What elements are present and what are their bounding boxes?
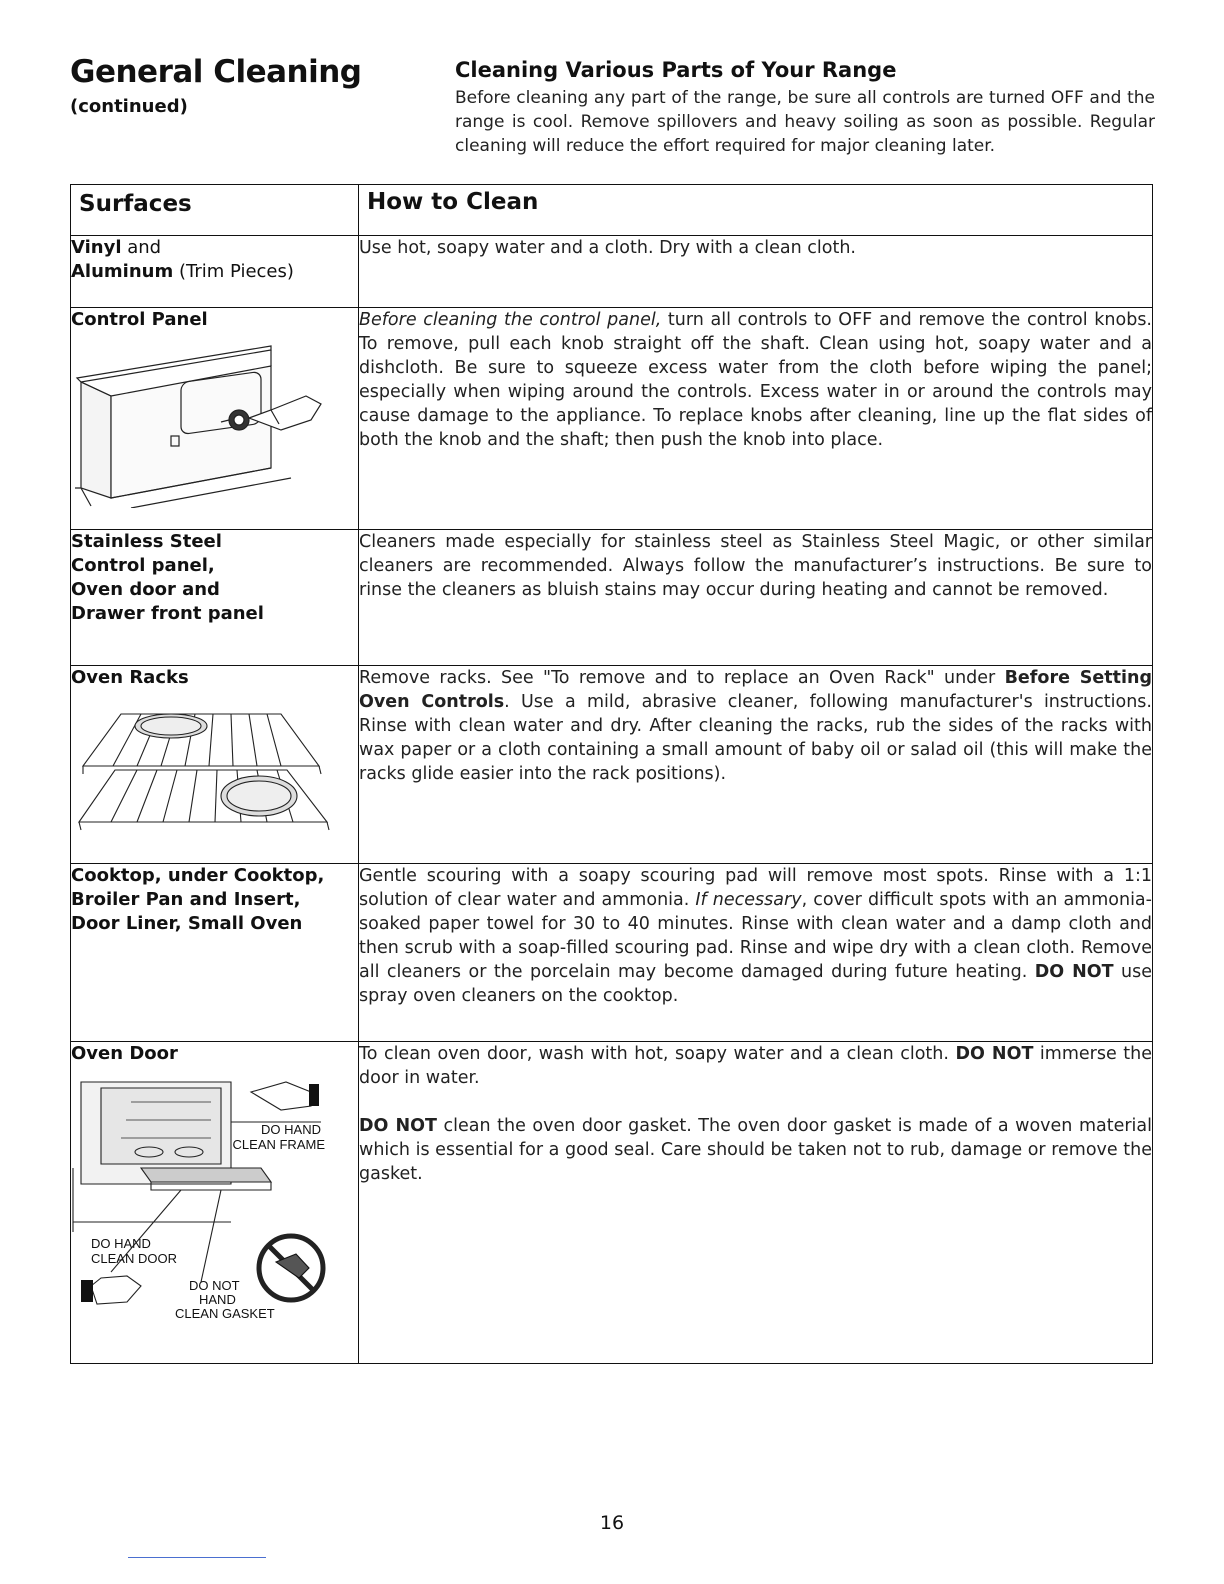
table-row — [71, 666, 1153, 864]
surface-name: Aluminum — [71, 261, 174, 282]
instruction-italic: If necessary — [695, 890, 802, 910]
instruction-text: To clean oven door, wash with hot, soapy water and a clean cloth. — [359, 1044, 956, 1064]
surface-name: Broiler Pan and Insert, — [71, 889, 301, 910]
instruction-text: , cover difficult spots with an ammonia-soaked paper towel for 30 to 40 minutes. Rinse with clean water and a damp cloth and then scrub with a soap-filled scouring pad. Rinse and wipe dry with a clean cloth. Remove all cleaners or the porcelain may become damaged during future heating. — [359, 890, 1152, 982]
surface-name-suffix: and — [121, 237, 162, 258]
surface-name-suffix: (Trim Pieces) — [173, 261, 294, 282]
instruction-text: Use hot, soapy water and a cloth. Dry with a clean cloth. — [359, 238, 856, 258]
cleaning-table — [70, 184, 1153, 1364]
instruction-text: Remove racks. See "To remove and to replace an Oven Rack" under — [359, 668, 1005, 688]
instruction-bold: DO NOT — [955, 1044, 1034, 1064]
surface-name: Oven Door — [71, 1043, 178, 1064]
instruction-italic: Before cleaning the control panel, — [359, 310, 662, 330]
page-title: General Cleaning — [70, 54, 362, 90]
instruction-cell — [359, 1042, 1153, 1364]
surface-cell — [71, 1042, 359, 1364]
instruction-cell — [359, 308, 1153, 530]
table-row — [71, 864, 1153, 1042]
instruction-bold: DO NOT — [359, 1116, 437, 1136]
surface-cell — [71, 236, 359, 308]
instruction-paragraph — [359, 1114, 1152, 1186]
instruction-cell — [359, 666, 1153, 864]
instruction-cell — [359, 236, 1153, 308]
surface-name: Drawer front panel — [71, 603, 264, 624]
do-hand-clean-frame-label: DO HAND — [261, 1122, 321, 1137]
surface-cell — [71, 308, 359, 530]
do-hand-clean-door-label: CLEAN DOOR — [91, 1251, 177, 1266]
page-subtitle: (continued) — [70, 96, 188, 117]
oven-racks-illustration — [71, 696, 343, 834]
instruction-bold: DO NOT — [1034, 962, 1114, 982]
surface-name: Control panel, — [71, 555, 215, 576]
intro-heading: Cleaning Various Parts of Your Range — [455, 58, 897, 82]
surface-name: Oven door and — [71, 579, 220, 600]
instruction-bold: Before Setting Oven Controls — [359, 668, 1152, 712]
instruction-text: Cleaners made especially for stainless steel as Stainless Steel Magic, or other similar cleaners are recommended. Always follow the manufacturer’s instructions. Be sure to rinse the cleaners as bluish stains may occur during heating and cannot be removed. — [359, 532, 1152, 600]
instruction-text: use spray oven cleaners on the cooktop. — [359, 962, 1152, 1006]
instruction-text: immerse the door in water. — [359, 1044, 1152, 1088]
table-row — [71, 308, 1153, 530]
surface-cell — [71, 530, 359, 666]
control-panel-illustration — [71, 338, 343, 508]
table-header-row — [71, 185, 1153, 236]
instruction-paragraph — [359, 1042, 1152, 1090]
surface-name: Oven Racks — [71, 667, 189, 688]
do-hand-clean-frame-label: CLEAN FRAME — [232, 1137, 325, 1152]
intro-section — [455, 58, 1155, 158]
instruction-cell — [359, 864, 1153, 1042]
how-to-clean-header: How to Clean — [359, 185, 1153, 236]
surface-name: Door Liner, Small Oven — [71, 913, 303, 934]
surface-cell — [71, 864, 359, 1042]
instruction-cell — [359, 530, 1153, 666]
page-number: 16 — [599, 1512, 625, 1534]
instruction-text: Gentle scouring with a soapy scouring pad will remove most spots. Rinse with a 1:1 solution of clear water and ammonia. — [359, 866, 1152, 910]
instruction-text: turn all controls to OFF and remove the control knobs. To remove, pull each knob straight off the shaft. Clean using hot, soapy water and a dishcloth. Be sure to squeeze excess water from the cloth before wiping the panel; especially when wiping around the controls. Excess water in or around the controls may cause damage to the appliance. To replace knobs after cleaning, line up the flat sides of both the knob and the shaft; then push the knob into place. — [359, 310, 1152, 450]
table-row — [71, 1042, 1153, 1364]
do-hand-clean-door-label: DO HAND — [91, 1236, 151, 1251]
footer-rule — [128, 1557, 266, 1558]
intro-text: Before cleaning any part of the range, be sure all controls are turned OFF and the range is cool. Remove spillovers and heavy soiling as soon as possible. Regular cleaning will reduce the effort required for major cleaning later. — [455, 88, 1155, 156]
surface-cell — [71, 666, 359, 864]
surface-name: Stainless Steel — [71, 531, 222, 552]
instruction-text: clean the oven door gasket. The oven door gasket is made of a woven material which is essential for a good seal. Care should be taken not to rub, damage or remove the gasket. — [359, 1116, 1152, 1184]
do-not-hand-clean-gasket-label: HAND — [199, 1292, 236, 1307]
surfaces-header: Surfaces — [71, 185, 359, 236]
do-not-hand-clean-gasket-label: DO NOT — [189, 1278, 240, 1293]
table-row — [71, 530, 1153, 666]
surface-name: Vinyl — [71, 237, 122, 258]
do-not-hand-clean-gasket-label: CLEAN GASKET — [175, 1306, 275, 1321]
oven-door-illustration — [71, 1072, 343, 1326]
surface-name: Control Panel — [71, 309, 208, 330]
instruction-text: . Use a mild, abrasive cleaner, following manufacturer's instructions. Rinse with clean water and dry. After cleaning the racks, rub the sides of the racks with wax paper or a cloth containing a small amount of baby oil or salad oil (this will make the racks glide easier into the rack positions). — [359, 692, 1152, 784]
table-row — [71, 236, 1153, 308]
surface-name: Cooktop, under Cooktop, — [71, 865, 325, 886]
